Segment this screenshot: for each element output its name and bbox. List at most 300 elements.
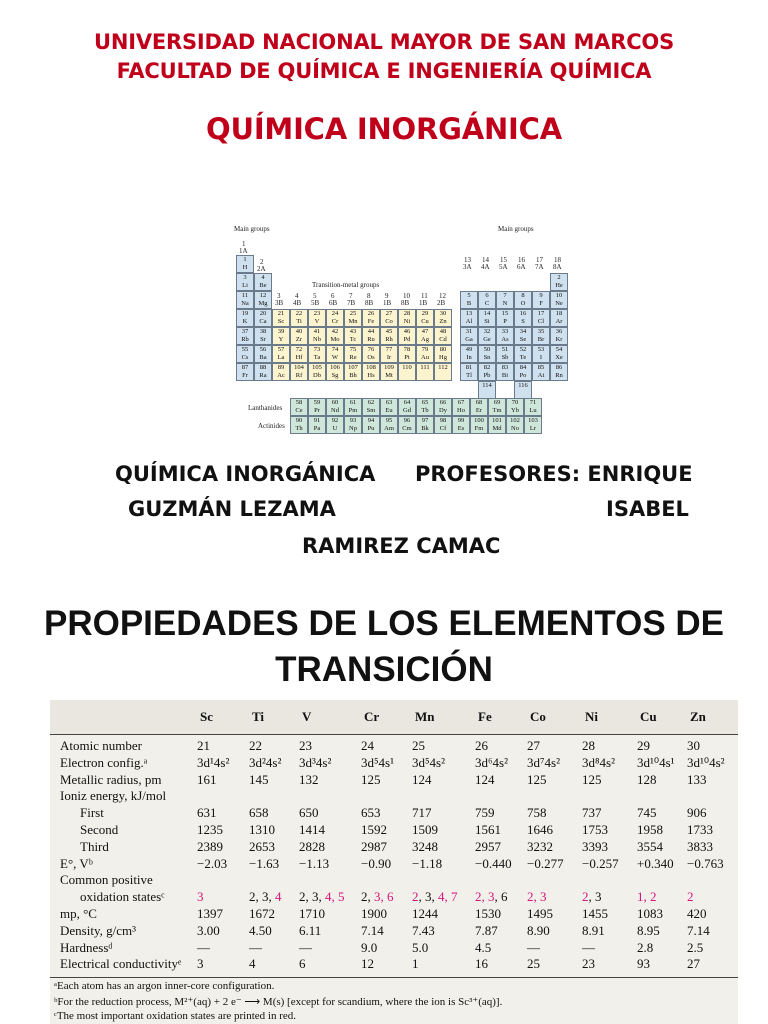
cell-symbol: Sn (483, 354, 491, 361)
element-cell (434, 327, 452, 345)
actinide-cell (344, 416, 362, 434)
cell-number: 84 (519, 364, 527, 371)
element-cell (460, 345, 478, 363)
element-cell (496, 345, 514, 363)
cell-symbol: B (466, 300, 472, 307)
cell-symbol: Sc (277, 318, 285, 325)
actinide-cell (506, 416, 524, 434)
actinide-cell (398, 416, 416, 434)
cell-symbol: At (537, 372, 545, 379)
oxidation-state: 2 (687, 889, 694, 905)
cell-symbol: Mo (330, 336, 340, 343)
cell-number: 37 (241, 328, 249, 335)
table-cell: 1, 2 (637, 889, 657, 905)
table-cell: 2389 (197, 838, 223, 854)
row-label: Second (80, 822, 119, 837)
table-cell: 124 (412, 771, 432, 787)
cell-number: 39 (277, 328, 285, 335)
cell-number: 57 (277, 346, 285, 353)
cell-symbol: Ho (457, 407, 465, 414)
cell-symbol: Ac (277, 372, 285, 379)
group-label: 3B (275, 299, 284, 307)
cell-number: 28 (403, 310, 411, 317)
cell-symbol: F (539, 300, 543, 307)
table-cell: 12 (361, 956, 374, 972)
cell-number: 53 (537, 346, 545, 353)
cell-number: 4 (261, 274, 265, 281)
element-cell (254, 291, 272, 309)
cell-number: 45 (385, 328, 393, 335)
group-label: 6 (331, 292, 335, 300)
cell-symbol: Cl (537, 318, 545, 325)
cell-number: 111 (420, 364, 430, 371)
group-label: 8B (365, 299, 374, 307)
group-label: 10 (403, 292, 410, 300)
cell-symbol: K (242, 318, 248, 325)
table-cell: 737 (582, 805, 602, 821)
table-cell: 2653 (249, 838, 275, 854)
section-title-line-1: PROPIEDADES DE LOS ELEMENTOS DE (43, 604, 725, 643)
actinides-label: Actinides (258, 422, 285, 430)
course-title: QUÍMICA INORGÁNICA (206, 112, 562, 146)
element-cell (380, 309, 398, 327)
cell-number: 23 (313, 310, 321, 317)
table-cell: 1753 (582, 822, 608, 837)
cell-symbol: Hs (367, 372, 375, 379)
element-cell (550, 291, 568, 309)
table-cell: 1646 (527, 822, 553, 837)
element-cell (496, 291, 514, 309)
cell-number: 3 (243, 274, 247, 281)
cell-number: 109 (384, 364, 394, 371)
oxidation-state: 3 (312, 889, 319, 905)
oxidation-state: 3 (425, 889, 432, 905)
cell-symbol: Na (241, 300, 249, 307)
element-cell (326, 345, 344, 363)
cell-number: 112 (438, 364, 448, 371)
element-cell (416, 345, 434, 363)
cell-symbol: Ti (296, 318, 302, 325)
cell-symbol: Tc (349, 336, 357, 343)
table-cell: 26 (475, 738, 488, 753)
actinide-cell (362, 416, 380, 434)
cell-number: 79 (421, 346, 429, 353)
table-cell: 658 (249, 805, 269, 821)
table-cell: 1244 (412, 906, 438, 921)
oxidation-state: 2 (527, 889, 534, 905)
element-cell (514, 345, 532, 363)
cell-symbol: Po (519, 372, 527, 379)
element-cell (460, 309, 478, 327)
element-cell (398, 309, 416, 327)
group-label: 9 (385, 292, 389, 300)
element-cell (496, 309, 514, 327)
table-cell: 3d⁷4s² (527, 754, 560, 770)
table-cell: 2.8 (637, 939, 654, 955)
cell-symbol: Ra (259, 372, 267, 379)
row-label: Hardnessᵈ (60, 939, 113, 955)
row-label: Metallic radius, pm (60, 771, 162, 787)
cell-symbol: Be (259, 282, 267, 289)
table-cell: 1530 (475, 906, 501, 921)
cell-symbol: Cr (331, 318, 339, 325)
periodic-table-figure (222, 218, 588, 450)
element-cell (550, 327, 568, 345)
cell-number: 33 (501, 328, 509, 335)
table-cell: 3d¹⁰4s¹ (637, 754, 675, 770)
element-cell (514, 363, 532, 381)
cell-symbol: Pa (313, 425, 321, 432)
cell-symbol: Pb (483, 372, 491, 379)
table-cell: 1592 (361, 822, 387, 837)
table-cell: 25 (527, 956, 540, 972)
cell-symbol: In (466, 354, 472, 361)
row-label: Density, g/cm³ (60, 922, 136, 938)
table-cell: 3554 (637, 838, 663, 854)
cell-symbol: I (539, 354, 543, 361)
group-label: 16 (518, 256, 525, 264)
column-header: Zn (690, 709, 706, 724)
cell-number: 106 (330, 364, 340, 371)
element-cell (514, 291, 532, 309)
table-cell: −1.18 (412, 855, 443, 871)
column-header: Fe (478, 709, 492, 724)
cell-symbol: Sr (260, 336, 266, 343)
cell-number: 41 (313, 328, 321, 335)
table-cell: 1310 (249, 822, 275, 837)
cell-symbol: Al (465, 318, 473, 325)
table-cell: 1900 (361, 906, 387, 921)
group-label: 4A (481, 263, 490, 271)
cell-symbol: Dy (439, 407, 447, 414)
actinide-cell (434, 416, 452, 434)
table-cell: 1083 (637, 906, 663, 921)
group-label: 7 (349, 292, 353, 300)
table-cell: 2, 3, 6 (361, 889, 394, 905)
cell-number: 9 (539, 292, 543, 299)
cell-number: 66 (439, 399, 447, 406)
cell-number: 82 (483, 364, 491, 371)
table-cell: 1235 (197, 822, 223, 837)
cell-symbol: Rb (241, 336, 249, 343)
cell-number: 16 (519, 310, 527, 317)
row-label: oxidation statesᶜ (80, 889, 165, 905)
table-cell: 2, 3 (582, 889, 602, 905)
element-cell (550, 345, 568, 363)
cell-number: 92 (331, 417, 339, 424)
group-label: 2 (260, 258, 264, 266)
element-cell (532, 309, 550, 327)
cell-symbol: Cd (439, 336, 447, 343)
cell-number: 49 (465, 346, 473, 353)
group-label: 12 (439, 292, 446, 300)
column-header: Co (530, 709, 546, 724)
cell-symbol: Rf (295, 372, 303, 379)
table-bottom-rule (50, 977, 738, 978)
table-cell: +0.340 (637, 855, 674, 871)
cell-number: 22 (295, 310, 303, 317)
cell-symbol: Cs (241, 354, 249, 361)
element-cell (416, 363, 434, 381)
cell-number: 75 (349, 346, 357, 353)
lanthanide-cell (452, 398, 470, 416)
cell-number: 19 (241, 310, 249, 317)
cell-symbol: O (520, 300, 526, 307)
lanthanide-cell (290, 398, 308, 416)
table-cell: 23 (299, 738, 312, 753)
cell-number: 100 (474, 417, 484, 424)
cell-number: 1 (243, 256, 247, 263)
oxidation-state: 2 (650, 889, 657, 905)
table-cell: −0.440 (475, 855, 512, 871)
cell-number: 20 (259, 310, 267, 317)
table-cell: 2.5 (687, 939, 704, 955)
group-label: 3 (277, 292, 281, 300)
table-cell (687, 889, 694, 905)
group-label: 5 (313, 292, 317, 300)
cell-symbol: Fm (474, 425, 484, 432)
element-cell (254, 309, 272, 327)
group-label: 6B (329, 299, 338, 307)
group-label: 18 (554, 256, 561, 264)
cell-number: 52 (519, 346, 527, 353)
table-cell: 758 (527, 805, 547, 821)
element-cell (380, 363, 398, 381)
cell-number: 63 (385, 399, 393, 406)
element-cell (236, 363, 254, 381)
cell-symbol: Ni (403, 318, 411, 325)
cell-number: 50 (483, 346, 491, 353)
element-cell (434, 363, 452, 381)
column-header: Ti (252, 709, 265, 724)
table-cell: 1414 (299, 822, 325, 837)
table-cell: 906 (687, 805, 707, 821)
table-cell: 3d²4s² (249, 754, 282, 770)
table-cell: 23 (582, 956, 595, 972)
element-cell (478, 363, 496, 381)
cell-number: 90 (295, 417, 303, 424)
actinide-cell (470, 416, 488, 434)
oxidation-state: 3 (540, 889, 547, 905)
cell-number: 7 (503, 292, 507, 299)
row-label: Third (80, 838, 109, 854)
oxidation-state: 6 (387, 889, 394, 905)
cell-symbol: Pu (367, 425, 375, 432)
table-cell: 3 (197, 956, 204, 972)
cell-number: 17 (537, 310, 545, 317)
table-cell: 4.5 (475, 939, 492, 955)
cell-number: 83 (501, 364, 509, 371)
cell-symbol: Kr (555, 336, 563, 343)
cell-number: 38 (259, 328, 267, 335)
cell-symbol: Ar (555, 318, 563, 325)
cell-number: 26 (367, 310, 375, 317)
table-cell: 3.00 (197, 922, 220, 938)
table-cell: 3d⁵4s² (412, 754, 445, 770)
table-cell: 3d¹4s² (197, 754, 230, 770)
table-cell: 1509 (412, 822, 438, 837)
cell-number: 58 (295, 399, 303, 406)
group-label: 15 (500, 256, 507, 264)
cell-number: 116 (518, 382, 528, 389)
lanthanide-cell (398, 398, 416, 416)
oxidation-state: 2 (475, 889, 482, 905)
table-cell: −0.763 (687, 855, 724, 871)
element-cell (398, 327, 416, 345)
cell-symbol: Lr (529, 425, 537, 432)
table-cell: 1958 (637, 822, 663, 837)
cell-symbol: U (332, 425, 338, 432)
cell-symbol: Tb (421, 407, 429, 414)
element-cell (460, 327, 478, 345)
group-label: 8A (553, 263, 562, 271)
lanthanide-cell (416, 398, 434, 416)
cell-number: 103 (528, 417, 538, 424)
cell-symbol: Fr (242, 372, 248, 379)
lanthanide-cell (524, 398, 542, 416)
cell-number: 62 (367, 399, 375, 406)
cell-symbol: Md (492, 425, 502, 432)
cell-number: 70 (511, 399, 519, 406)
table-cell: 2, 3 (527, 889, 547, 905)
cell-symbol: Sb (501, 354, 509, 361)
cell-symbol: Os (367, 354, 375, 361)
table-cell: 124 (475, 771, 495, 787)
oxidation-state: 4 (275, 889, 282, 905)
cell-symbol: Br (537, 336, 545, 343)
element-cell (272, 309, 290, 327)
lanthanide-cell (380, 398, 398, 416)
cell-symbol: Si (484, 318, 490, 325)
table-cell: — (527, 939, 540, 955)
element-cell (272, 363, 290, 381)
cell-number: 34 (519, 328, 527, 335)
cell-number: 81 (465, 364, 473, 371)
cell-number: 6 (485, 292, 489, 299)
cell-symbol: Tl (466, 372, 472, 379)
group-label: 4 (295, 292, 299, 300)
element-cell (550, 273, 568, 291)
element-cell (532, 291, 550, 309)
cell-number: 65 (421, 399, 429, 406)
column-header: Ni (585, 709, 598, 724)
table-cell: 420 (687, 906, 707, 921)
table-cell: 653 (361, 805, 381, 821)
cell-symbol: Ba (259, 354, 267, 361)
cell-symbol: Ca (259, 318, 267, 325)
column-header: Sc (200, 709, 213, 724)
table-cell: −0.277 (527, 855, 564, 871)
table-cell: 7.43 (412, 922, 435, 938)
table-cell: 2957 (475, 838, 501, 854)
table-cell: 631 (197, 805, 217, 821)
actinide-cell (416, 416, 434, 434)
table-cell: 6.11 (299, 922, 322, 938)
cell-symbol: Y (278, 336, 284, 343)
table-cell: 132 (299, 771, 319, 787)
table-cell: 8.91 (582, 922, 605, 938)
cell-number: 110 (402, 364, 412, 371)
row-label: Electron config.ᵃ (60, 754, 148, 770)
group-label: 13 (464, 256, 471, 264)
cell-number: 108 (366, 364, 376, 371)
group-label: 11 (421, 292, 428, 300)
professor-2-surname: RAMIREZ CAMAC (302, 534, 501, 558)
element-cell (532, 363, 550, 381)
group-label: 5B (311, 299, 320, 307)
table-cell: 161 (197, 771, 217, 787)
element-cell (362, 345, 380, 363)
table-cell: 3d⁵4s¹ (361, 754, 394, 770)
element-cell (254, 273, 272, 291)
oxidation-state: 3 (488, 889, 495, 905)
cell-symbol: Rn (555, 372, 563, 379)
group-label: 1A (239, 247, 248, 255)
table-cell: −0.257 (582, 855, 619, 871)
element-cell (478, 381, 496, 399)
cell-symbol: Nb (313, 336, 321, 343)
table-cell: 1710 (299, 906, 325, 921)
table-cell: 4 (249, 956, 256, 972)
table-cell: 7.14 (361, 922, 384, 938)
oxidation-state: 6 (501, 889, 508, 905)
group-label: 2A (257, 265, 266, 273)
element-cell (398, 345, 416, 363)
cell-number: 47 (421, 328, 429, 335)
cell-number: 5 (467, 292, 471, 299)
cell-symbol: Eu (385, 407, 393, 414)
table-cell: 3d⁸4s² (582, 754, 615, 770)
cell-symbol: Li (242, 282, 248, 289)
oxidation-state: 2 (412, 889, 419, 905)
table-cell: 7.87 (475, 922, 498, 938)
oxidation-state: 2 (361, 889, 368, 905)
cell-number: 86 (555, 364, 563, 371)
element-cell (478, 327, 496, 345)
table-cell: −1.63 (249, 855, 280, 871)
element-cell (236, 273, 254, 291)
element-cell (290, 327, 308, 345)
actinide-cell (488, 416, 506, 434)
element-cell (236, 291, 254, 309)
group-label: 4B (293, 299, 302, 307)
element-cell (236, 345, 254, 363)
cell-number: 24 (331, 310, 339, 317)
column-header: V (302, 709, 312, 724)
cell-symbol: Zn (439, 318, 447, 325)
element-cell (290, 309, 308, 327)
element-cell (290, 345, 308, 363)
element-cell (236, 327, 254, 345)
table-cell: 2, 3, 4 (249, 889, 282, 905)
row-label: Ioniz energy, kJ/mol (60, 788, 167, 804)
cell-number: 107 (348, 364, 358, 371)
cell-symbol: Pm (348, 407, 358, 414)
element-cell (344, 345, 362, 363)
lanthanide-cell (470, 398, 488, 416)
main-groups-label-right: Main groups (498, 225, 534, 233)
element-cell (532, 345, 550, 363)
element-cell (344, 309, 362, 327)
professor-2-name: ISABEL (606, 497, 689, 521)
cell-number: 61 (349, 399, 357, 406)
element-cell (416, 309, 434, 327)
cell-number: 73 (313, 346, 321, 353)
university-name: UNIVERSIDAD NACIONAL MAYOR DE SAN MARCOS (94, 30, 674, 54)
group-label: 1 (242, 240, 246, 248)
cell-number: 51 (501, 346, 509, 353)
cell-symbol: As (501, 336, 509, 343)
